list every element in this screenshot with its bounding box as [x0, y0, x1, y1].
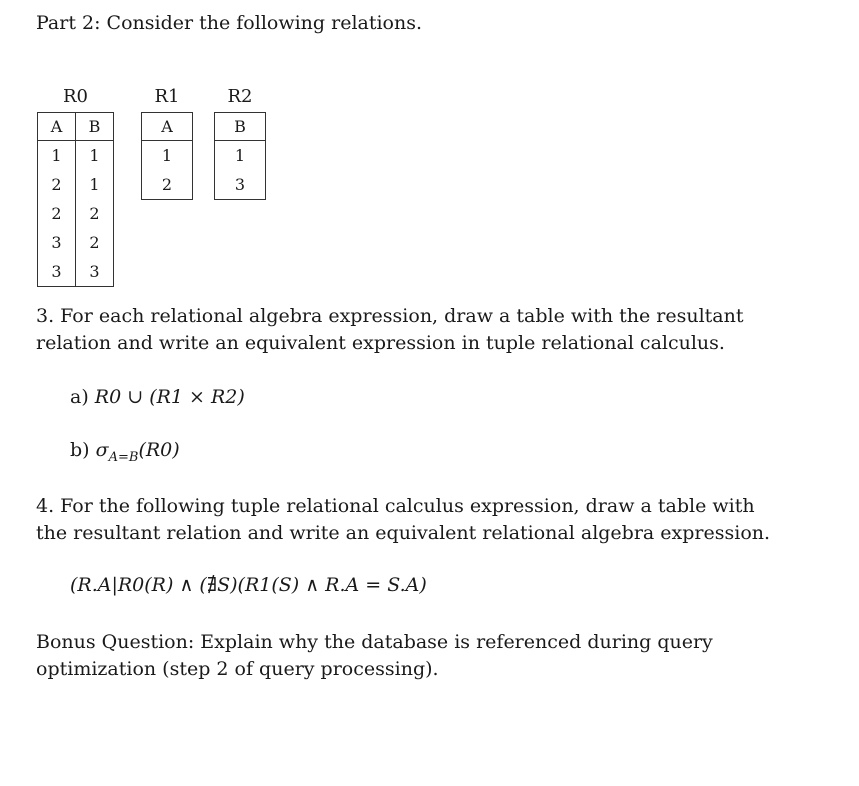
question-4: 4. For the following tuple relational calculus expression, draw a table with the resultant relation and write an equivalent relational algebra expression. [36, 495, 771, 544]
column-header: A [38, 113, 76, 141]
cell: 1 [38, 141, 76, 171]
relation-name: R1 [154, 86, 180, 107]
cell: 2 [38, 199, 76, 228]
relation-name: R0 [62, 86, 88, 107]
question-3b [70, 439, 180, 465]
column-header: B [76, 113, 114, 141]
cell: 2 [142, 170, 193, 200]
table-row [38, 228, 114, 257]
relation-r1 [141, 86, 193, 200]
table-row [38, 170, 114, 199]
item-label: a) [70, 386, 89, 408]
question-3a [70, 386, 245, 408]
expression: R0 ∪ (R1 × R2) [94, 386, 245, 408]
cell: 3 [215, 170, 266, 200]
relation-r0 [37, 86, 114, 287]
cell: 3 [38, 228, 76, 257]
relation-table [214, 112, 266, 200]
table-row [38, 257, 114, 287]
relation-table [141, 112, 193, 200]
cell: 2 [76, 199, 114, 228]
part-heading: Part 2: Consider the following relations. [36, 12, 423, 34]
cell: 1 [142, 141, 193, 171]
table-row [215, 141, 266, 171]
selection-condition: A=B [108, 449, 139, 465]
cell: 2 [38, 170, 76, 199]
column-header: B [215, 113, 266, 141]
trc-expression: (R.A|R0(R) ∧ (∄S)(R1(S) ∧ R.A = S.A) [70, 574, 427, 596]
cell: 3 [38, 257, 76, 287]
sigma-symbol: σ [95, 439, 109, 461]
bonus-question: Bonus Question: Explain why the database is referenced during query optimization (step 2 of query processing). [36, 631, 713, 680]
table-row [142, 170, 193, 200]
cell: 3 [76, 257, 114, 287]
table-row [142, 141, 193, 171]
table-row [215, 170, 266, 200]
column-header: A [142, 113, 193, 141]
cell: 1 [76, 170, 114, 199]
cell: 1 [76, 141, 114, 171]
cell: 1 [215, 141, 266, 171]
question-3: 3. For each relational algebra expression, draw a table with the resultant relation and write an equivalent expression in tuple relational calculus. [36, 305, 744, 354]
relation-r2 [214, 86, 266, 200]
relation-name: R2 [227, 86, 253, 107]
expression: (R0) [138, 439, 180, 461]
table-row [38, 141, 114, 171]
cell: 2 [76, 228, 114, 257]
relation-table [37, 112, 114, 287]
item-label: b) [70, 439, 90, 461]
table-row [38, 199, 114, 228]
